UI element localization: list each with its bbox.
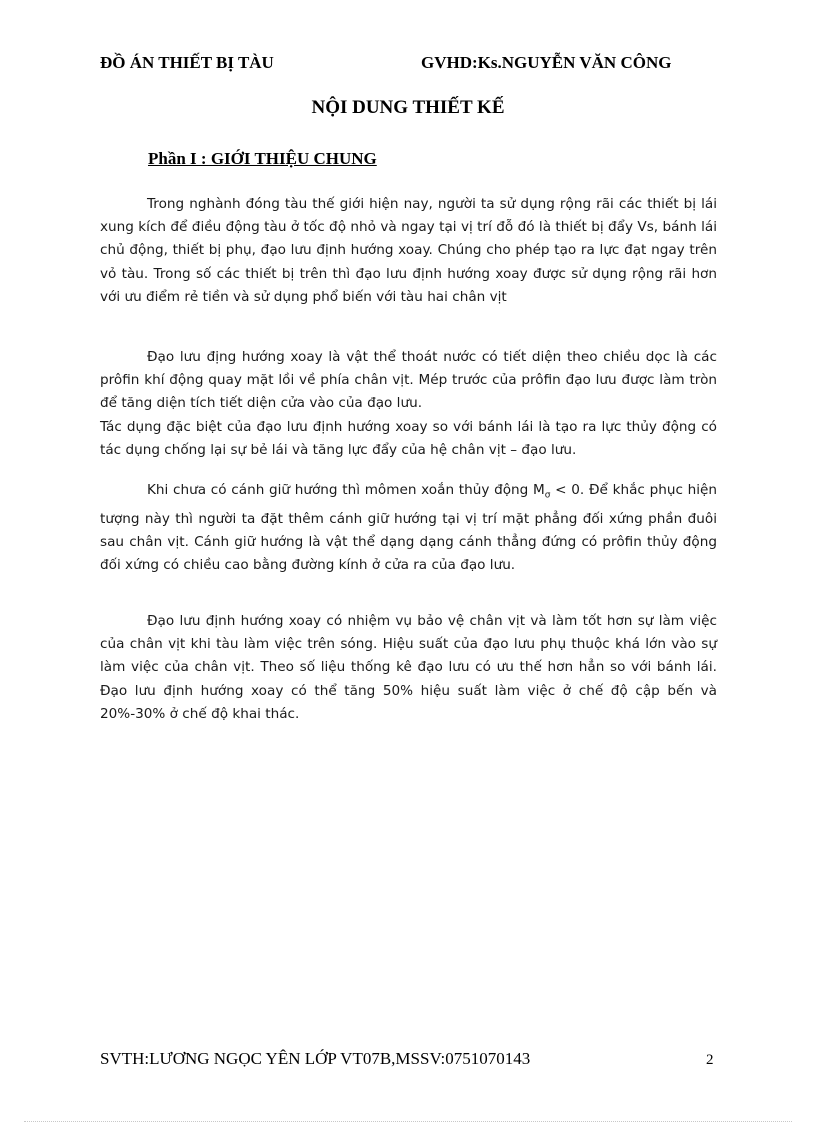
page-title: NỘI DUNG THIẾT KẾ [311,97,505,118]
paragraph-1 [100,193,717,309]
paragraph-4-text [100,479,717,578]
section-heading: Phần I : GIỚI THIỆU CHUNG [148,149,377,168]
paragraph-2-block [100,346,717,462]
paragraph-4-before: Khi chưa có cánh giữ hướng thì mômen xoắn thủy động M [147,482,545,498]
paragraph-4 [100,479,717,578]
page-number: 2 [706,1052,714,1068]
paragraph-5-text: Đạo lưu định hướng xoay có nhiệm vụ bảo vệ chân vịt và làm tốt hơn sự làm việc của chân vịt khi tàu làm việc trên sóng. Hiệu suất của đạo lưu phụ thuộc khá lớn vào sự làm việc của chân vịt. Theo số liệu thống kê đạo lưu có ưu thế hơn hẳn so với bánh lái. Đạo lưu định hướng xoay có thể tăng 50% hiệu suất làm việc ở chế độ cập bến và 20%-30% ở chế độ khai thác. [100,613,717,722]
header-project-title: ĐỒ ÁN THIẾT BỊ TÀU [100,53,274,72]
header-supervisor: GVHD:Ks.NGUYỄN VĂN CÔNG [421,53,672,72]
footer-student-info: SVTH:LƯƠNG NGỌC YÊN LỚP VT07B,MSSV:0751070143 [100,1049,531,1068]
paragraph-5 [100,610,717,726]
paragraph-2-text: Đạo lưu địng hướng xoay là vật thể thoát nước có tiết diện theo chiều dọc là các prôfin khí động quay mặt lồi về phía chân vịt. Mép trước của prôfin đạo lưu được làm tròn để tăng diện tích tiết diện cửa vào của đạo lưu. [100,349,717,412]
paragraph-3-text: Tác dụng đặc biệt của đạo lưu định hướng xoay so với bánh lái là tạo ra lực thủy động có tác dụng chống lại sự bẻ lái và tăng lực đẩy của hệ chân vịt – đạo lưu. [100,418,717,458]
page-edge-divider [24,1121,792,1122]
paragraph-4-after: < 0. Để khắc phục hiện tượng này thì người ta đặt thêm cánh giữ hướng tại vị trí mặt phẳng đối xứng phần đuôi sau chân vịt. Cánh giữ hướng là vật thể dạng dạng cánh thẳng đứng có prôfin thủy động đối xứng có chiều cao bằng đường kính ở cửa ra của đạo lưu. [100,482,717,574]
paragraph-1-text: Trong nghành đóng tàu thế giới hiện nay, người ta sử dụng rộng rãi các thiết bị lái xung kích để điều động tàu ở tốc độ nhỏ và ngay tại vị trí đỗ đó là thiết bị đẩy Vs, bánh lái chủ động, thiết bị phụ, đạo lưu định hướng xoay. Chúng cho phép tạo ra lực đạt ngay trên vỏ tàu. Trong số các thiết bị trên thì đạo lưu định hướng xoay được sử dụng rộng rãi hơn với ưu điểm rẻ tiền và sử dụng phổ biến với tàu hai chân vịt [100,196,717,305]
sigma-subscript: σ [544,490,551,501]
